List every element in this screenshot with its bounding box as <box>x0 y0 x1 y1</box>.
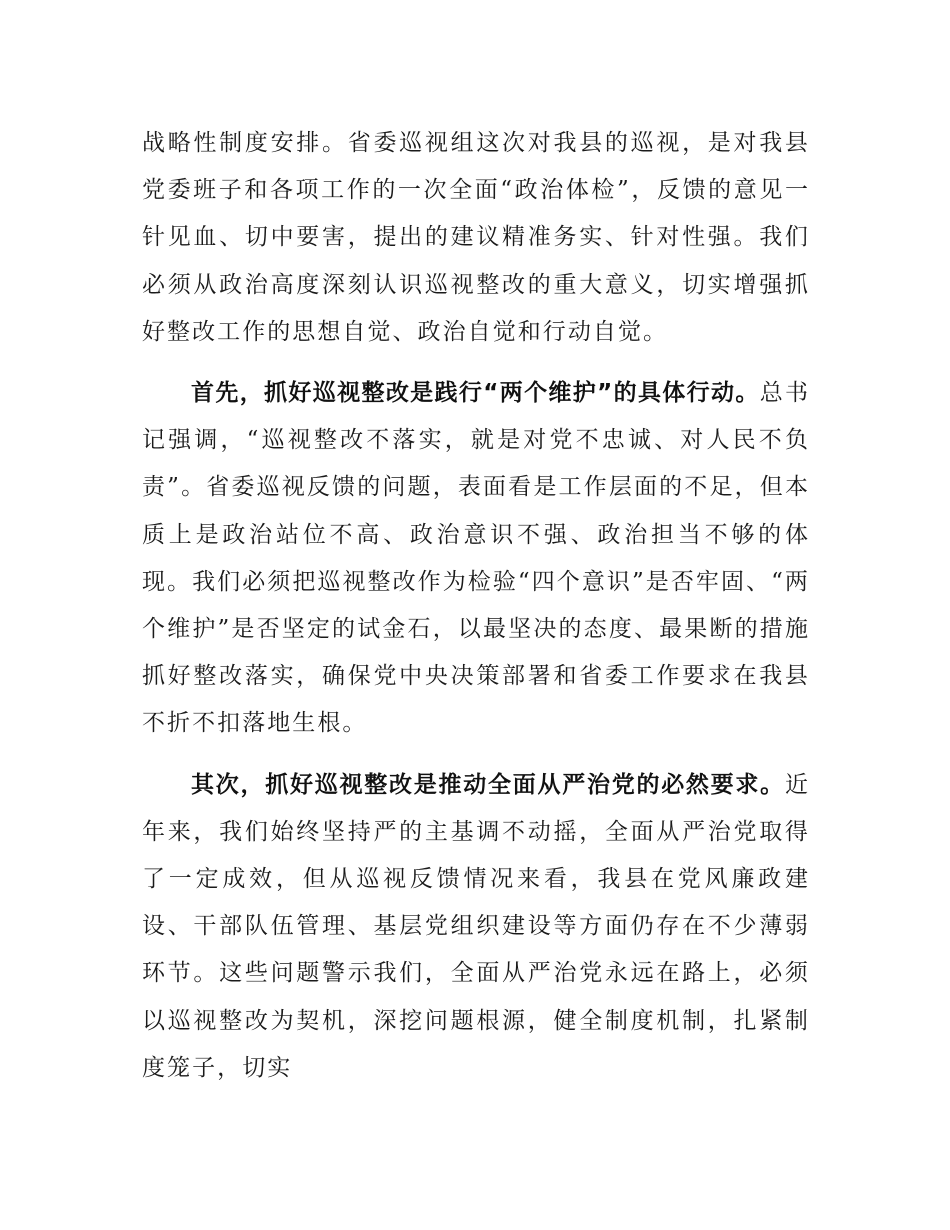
paragraph-continuation <box>142 120 810 356</box>
paragraph-body: 近年来，我们始终坚持严的主基调不动摇，全面从严治党取得了一定成效，但从巡视反馈情况来看，我县在党风廉政建设、干部队伍管理、基层党组织建设等方面仍存在不少薄弱环节。这些问题警示我们，全面从严治党永远在路上，必须以巡视整改为契机，深挖问题根源，健全制度机制，扎紧制度笼子，切实 <box>142 771 810 1081</box>
paragraph-first-point <box>142 370 810 748</box>
paragraph-second-point <box>142 762 810 1092</box>
paragraph-body: 战略性制度安排。省委巡视组这次对我县的巡视，是对我县党委班子和各项工作的一次全面“政治体检”，反馈的意见一针见血、切中要害，提出的建议精准务实、针对性强。我们必须从政治高度深刻认识巡视整改的重大意义，切实增强抓好整改工作的思想自觉、政治自觉和行动自觉。 <box>142 130 810 345</box>
paragraph-body: 总书记强调，“巡视整改不落实，就是对党不忠诚、对人民不负责”。省委巡视反馈的问题，表面看是工作层面的不足，但本质上是政治站位不高、政治意识不强、政治担当不够的体现。我们必须把巡视整改作为检验“四个意识”是否牢固、“两个维护”是否坚定的试金石，以最坚决的态度、最果断的措施抓好整改落实，确保党中央决策部署和省委工作要求在我县不折不扣落地生根。 <box>142 380 810 737</box>
document-page <box>142 120 810 1092</box>
paragraph-lead-sentence: 首先，抓好巡视整改是践行“两个维护”的具体行动。 <box>191 380 760 407</box>
paragraph-lead-sentence: 其次，抓好巡视整改是推动全面从严治党的必然要求。 <box>191 771 785 798</box>
